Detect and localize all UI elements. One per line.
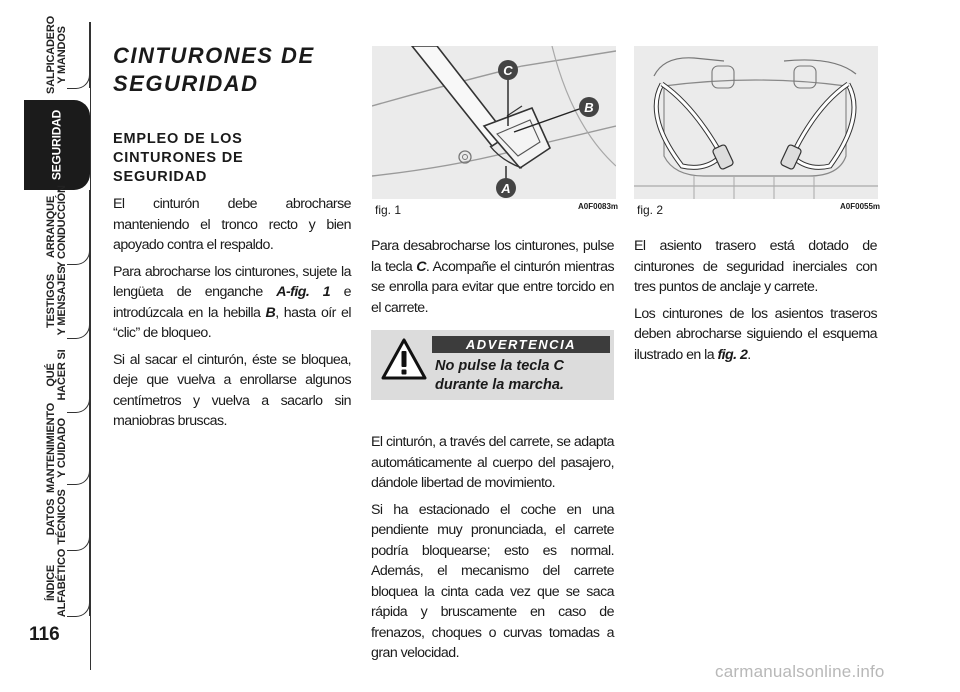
tab-label: SALPICADERO Y MANDOS — [45, 16, 68, 94]
column-1 — [113, 194, 351, 438]
tab-seguridad[interactable] — [24, 100, 90, 190]
site-watermark: carmanualsonline.info — [715, 662, 885, 681]
tab-label: MANTENIMIENTO Y CUIDADO — [45, 402, 68, 494]
callout-c: C — [503, 63, 513, 78]
tab-label: ARRANQUE Y CONDUCCIÓN — [45, 185, 68, 269]
figure-reference: A-fig. 1 — [276, 284, 331, 300]
paragraph: Para desabrocharse los cinturones, pulse la tecla C. Acompañe el cinturón mientras se enrolla para evitar que entre torcido en el carrete. — [371, 238, 614, 316]
tab-label: QUÉ HACER SI — [45, 349, 68, 401]
seatbelt-buckle-illustration — [372, 46, 616, 199]
page-title: CINTURONES DE SEGURIDAD — [113, 43, 315, 96]
column-2 — [371, 236, 614, 324]
callout-a: A — [501, 181, 511, 196]
section-subtitle: EMPLEO DE LOS CINTURONES DE SEGURIDAD — [113, 131, 244, 185]
paragraph: El cinturón debe abrocharse manteniendo el tronco recto y bien apoyado contra el respaldo. — [113, 196, 351, 253]
tab-label: SEGURIDAD — [49, 109, 64, 181]
column-3 — [634, 236, 877, 371]
tab-label: ÍNDICE ALFABÉTICO — [45, 548, 68, 618]
tab-que-hacer[interactable] — [24, 338, 90, 412]
tab-indice[interactable] — [24, 550, 90, 616]
buckle-reference: B — [265, 304, 276, 321]
figure-reference: fig. 2 — [717, 346, 748, 363]
figure-2-code: A0F0055m — [840, 202, 881, 211]
paragraph: El cinturón, a través del carrete, se adapta automáticamente al cuerpo del pasajero, dándole libertad de movimiento. — [371, 434, 614, 491]
figure-2-caption: fig. 2 — [637, 203, 664, 217]
tab-mantenimiento[interactable] — [24, 402, 90, 494]
figure-2-image — [634, 46, 878, 199]
tab-testigos[interactable] — [24, 264, 90, 338]
tab-label: DATOS TÉCNICOS — [45, 489, 68, 545]
tab-label: TESTIGOS Y MENSAJES — [45, 266, 68, 336]
warning-heading: ADVERTENCIA — [432, 336, 610, 353]
warning-box — [371, 330, 614, 400]
paragraph: Los cinturones de los asientos traseros deben abrocharse siguiendo el esquema ilustrado en la fig. 2. — [634, 305, 877, 363]
button-reference: C — [416, 258, 426, 275]
figure-1-code: A0F0083m — [578, 202, 619, 211]
paragraph: Si ha estacionado el coche en una pendiente muy pronunciada, el carrete podría bloquearse; esto es normal. Además, el mecanismo del carrete bloquea la cinta cada vez que se saca rápida y bruscamente en caso de frenazos, choques o curvas tomadas a gran velocidad. — [371, 501, 614, 661]
paragraph: Para abrocharse los cinturones, sujete la lengüeta de enganche A-fig. 1 e introdúzcala en la hebilla B, hasta oír el “clic” de bloqueo. — [113, 263, 352, 341]
paragraph: El asiento trasero está dotado de cinturones de seguridad inerciales con tres puntos de anclaje y carrete. — [634, 238, 877, 295]
chapter-tabs — [0, 0, 100, 692]
warning-triangle-icon — [381, 338, 427, 380]
callout-b: B — [584, 100, 594, 115]
warning-text: No pulse la tecla C durante la marcha. — [435, 358, 564, 393]
column-2-continued — [371, 432, 614, 670]
paragraph: Si al sacar el cinturón, éste se bloquea, deje que vuelva a enrollarse algunos centímetros y vuelva a sacarlo sin maniobras bruscas. — [113, 351, 351, 429]
rear-seat-belts-illustration — [634, 46, 878, 199]
page-number: 116 — [29, 624, 60, 645]
tab-arranque[interactable] — [24, 185, 90, 269]
tab-datos[interactable] — [24, 484, 90, 550]
figure-1-caption: fig. 1 — [375, 203, 402, 217]
tab-salpicadero[interactable] — [24, 16, 90, 94]
figure-1-image — [372, 46, 616, 199]
page-divider — [90, 22, 91, 670]
